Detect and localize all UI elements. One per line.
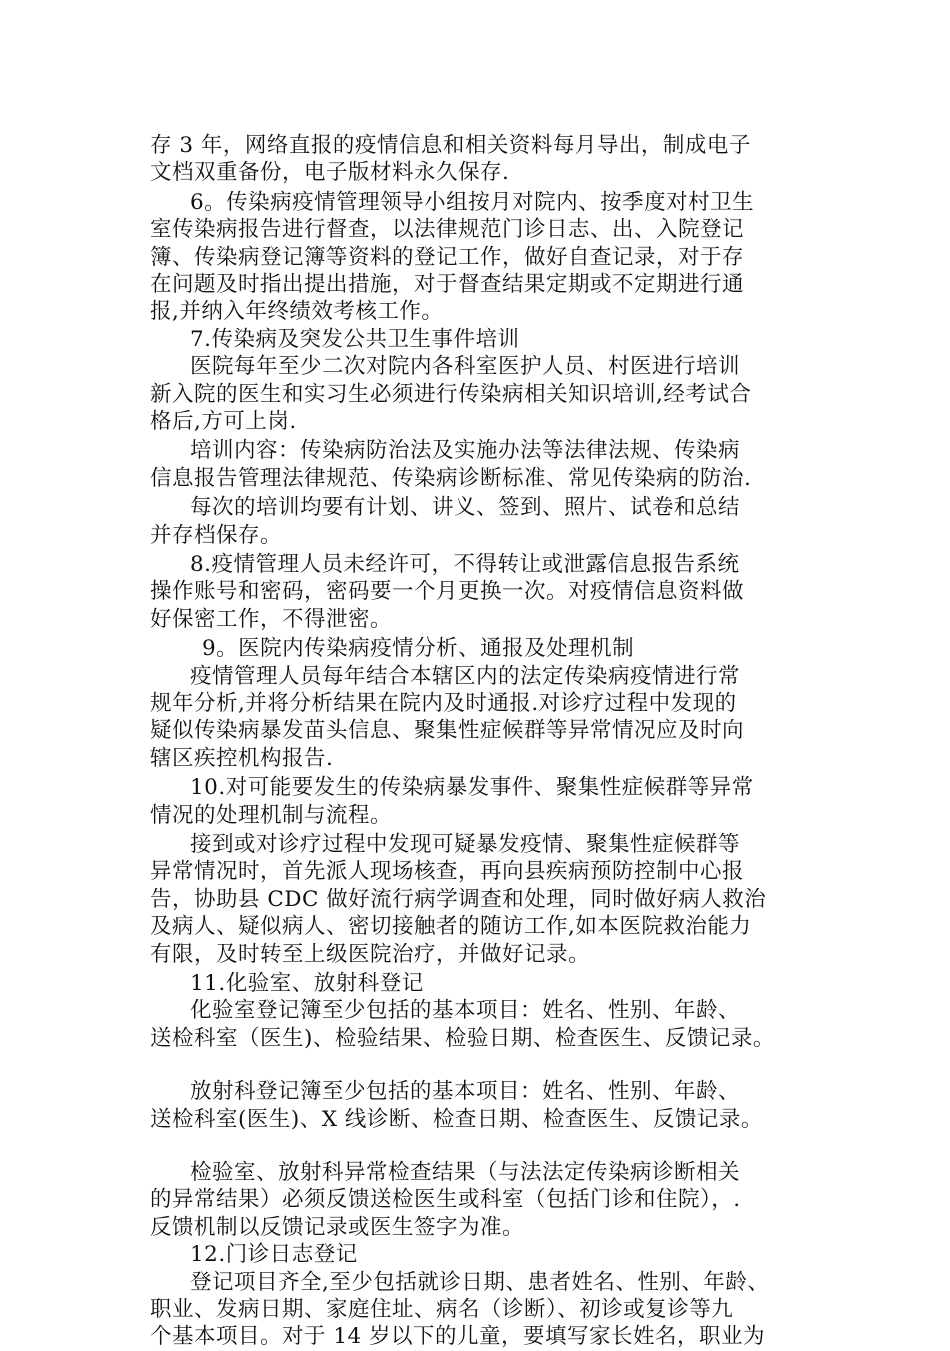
text-line: 登记项目齐全,至少包括就诊日期、患者姓名、性别、年龄、 xyxy=(190,1269,770,1295)
text-line: 及病人、疑似病人、密切接触者的随访工作,如本医院救治能力 xyxy=(150,914,752,940)
text-line: 每次的培训均要有计划、讲义、签到、照片、试卷和总结 xyxy=(190,495,741,521)
section-heading: 12.门诊日志登记 xyxy=(190,1242,358,1268)
text-line: 8.疫情管理人员未经许可，不得转让或泄露信息报告系统 xyxy=(190,552,740,577)
text-line: 告，协助县 CDC 做好流行病学调查和处理，同时做好病人救治 xyxy=(150,886,767,912)
text-line: 医院每年至少二次对院内各科室医护人员、村医进行培训 xyxy=(190,354,741,380)
text-line: 并存档保存。 xyxy=(150,522,283,548)
text-line: 信息报告管理法律规范、传染病诊断标准、常见传染病的防治. xyxy=(150,465,752,491)
text-line: 异常情况时，首先派人现场核查，再向县疾病预防控制中心报 xyxy=(150,859,745,885)
text-line: 疑似传染病暴发苗头信息、聚集性症候群等异常情况应及时向 xyxy=(150,718,745,744)
text-line: 送检科室(医生)、X 线诊断、检查日期、检查医生、反馈记录。 xyxy=(150,1106,763,1132)
text-line: 文档双重备份，电子版材料永久保存. xyxy=(150,160,510,186)
text-line: 反馈机制以反馈记录或医生签字为准。 xyxy=(150,1214,525,1240)
text-line: 6。传染病疫情管理领导小组按月对院内、按季度对村卫生 xyxy=(190,189,755,215)
text-line: 放射科登记簿至少包括的基本项目：姓名、性别、年龄、 xyxy=(190,1079,741,1105)
text-line: 室传染病报告进行督查，以法律规范门诊日志、出、入院登记 xyxy=(150,217,745,243)
text-line: 检验室、放射科异常检查结果（与法法定传染病诊断相关 xyxy=(190,1160,741,1185)
text-line: 疫情管理人员每年结合本辖区内的法定传染病疫情进行常 xyxy=(190,663,741,689)
text-line: 操作账号和密码，密码要一个月更换一次。对疫情信息资料做 xyxy=(150,579,745,605)
text-line: 簿、传染病登记簿等资料的登记工作，做好自查记录，对于存 xyxy=(150,244,745,270)
text-line: 职业、发病日期、家庭住址、病名（诊断）、初诊或复诊等九 xyxy=(150,1297,734,1322)
text-line: 辖区疾控机构报告. xyxy=(150,745,334,771)
text-line: 培训内容：传染病防治法及实施办法等法律法规、传染病 xyxy=(190,438,741,464)
text-line: 的异常结果）必须反馈送检医生或科室（包括门诊和住院），. xyxy=(150,1187,741,1213)
section-heading: 7.传染病及突发公共卫生事件培训 xyxy=(190,326,520,352)
text-line: 报,并纳入年终绩效考核工作。 xyxy=(150,299,444,325)
section-heading: 11.化验室、放射科登记 xyxy=(190,971,424,996)
text-line: 10.对可能要发生的传染病暴发事件、聚集性症候群等异常 xyxy=(190,775,754,801)
text-line: 有限，及时转至上级医院治疗，并做好记录。 xyxy=(150,941,591,967)
text-line: 情况的处理机制与流程。 xyxy=(150,802,393,828)
text-line: 个基本项目。对于 14 岁以下的儿童，要填写家长姓名，职业为 xyxy=(150,1324,766,1350)
text-line: 在问题及时指出提出措施，对于督查结果定期或不定期进行通 xyxy=(150,272,745,297)
text-line: 格后,方可上岗. xyxy=(150,409,297,434)
text-line: 好保密工作，不得泄密。 xyxy=(150,606,393,632)
text-line: 新入院的医生和实习生必须进行传染病相关知识培训,经考试合 xyxy=(150,381,752,407)
text-line: 存 3 年，网络直报的疫情信息和相关资料每月导出，制成电子 xyxy=(150,133,751,158)
section-heading: 9。医院内传染病疫情分析、通报及处理机制 xyxy=(202,636,635,662)
text-line: 送检科室（医生)、检验结果、检验日期、检查医生、反馈记录。 xyxy=(150,1025,775,1051)
text-line: 化验室登记簿至少包括的基本项目：姓名、性别、年龄、 xyxy=(190,998,741,1024)
text-line: 接到或对诊疗过程中发现可疑暴发疫情、聚集性症候群等 xyxy=(190,832,741,857)
text-line: 规年分析,并将分析结果在院内及时通报.对诊疗过程中发现的 xyxy=(150,691,737,716)
